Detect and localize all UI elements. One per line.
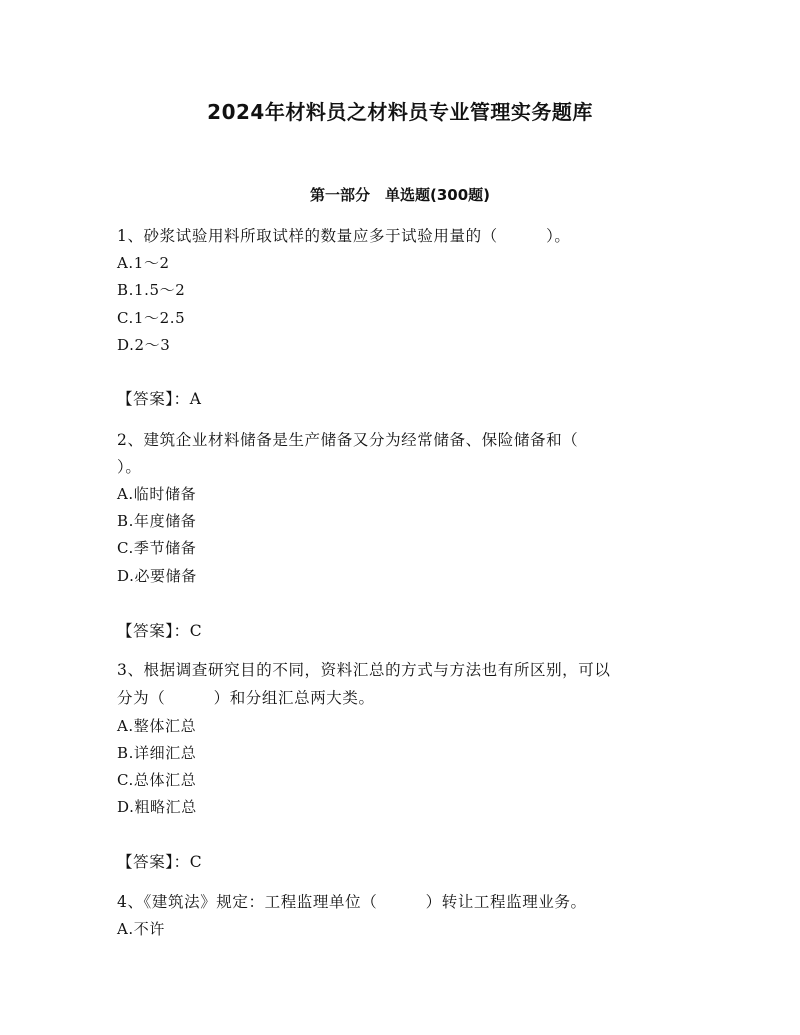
question-1-option-b: B.1.5～2 xyxy=(117,281,186,299)
question-2-answer: 【答案】：C xyxy=(117,622,203,640)
question-3-stem-line-2: 分为（ ）和分组汇总两大类。 xyxy=(117,689,375,707)
question-4-stem: 4、《建筑法》规定：工程监理单位（ ）转让工程监理业务。 xyxy=(117,893,587,911)
question-1-option-a: A.1～2 xyxy=(117,254,170,272)
question-2-stem-line-2: ）。 xyxy=(117,458,142,476)
question-1-stem: 1、砂浆试验用料所取试样的数量应多于试验用量的（ ）。 xyxy=(117,227,571,245)
question-3-option-d: D.粗略汇总 xyxy=(117,798,197,816)
question-2-option-b: B.年度储备 xyxy=(117,512,197,530)
question-3-option-c: C.总体汇总 xyxy=(117,771,197,789)
question-1-option-d: D.2～3 xyxy=(117,336,171,354)
section-heading: 第一部分 单选题(300题) xyxy=(309,186,491,204)
question-2-option-a: A.临时储备 xyxy=(117,485,197,503)
question-3-option-a: A.整体汇总 xyxy=(117,717,197,735)
question-3-answer: 【答案】：C xyxy=(117,853,203,871)
question-1-answer: 【答案】：A xyxy=(117,390,202,408)
question-4-option-a: A.不许 xyxy=(117,920,166,938)
question-3-option-b: B.详细汇总 xyxy=(117,744,197,762)
question-1-option-c: C.1～2.5 xyxy=(117,309,186,327)
document-title: 2024年材料员之材料员专业管理实务题库 xyxy=(207,100,593,124)
question-2-option-d: D.必要储备 xyxy=(117,567,197,585)
question-2-stem-line-1: 2、建筑企业材料储备是生产储备又分为经常储备、保险储备和（ xyxy=(117,431,579,449)
question-3-stem-line-1: 3、根据调查研究目的不同，资料汇总的方式与方法也有所区别，可以 xyxy=(117,661,611,679)
question-2-option-c: C.季节储备 xyxy=(117,539,197,557)
